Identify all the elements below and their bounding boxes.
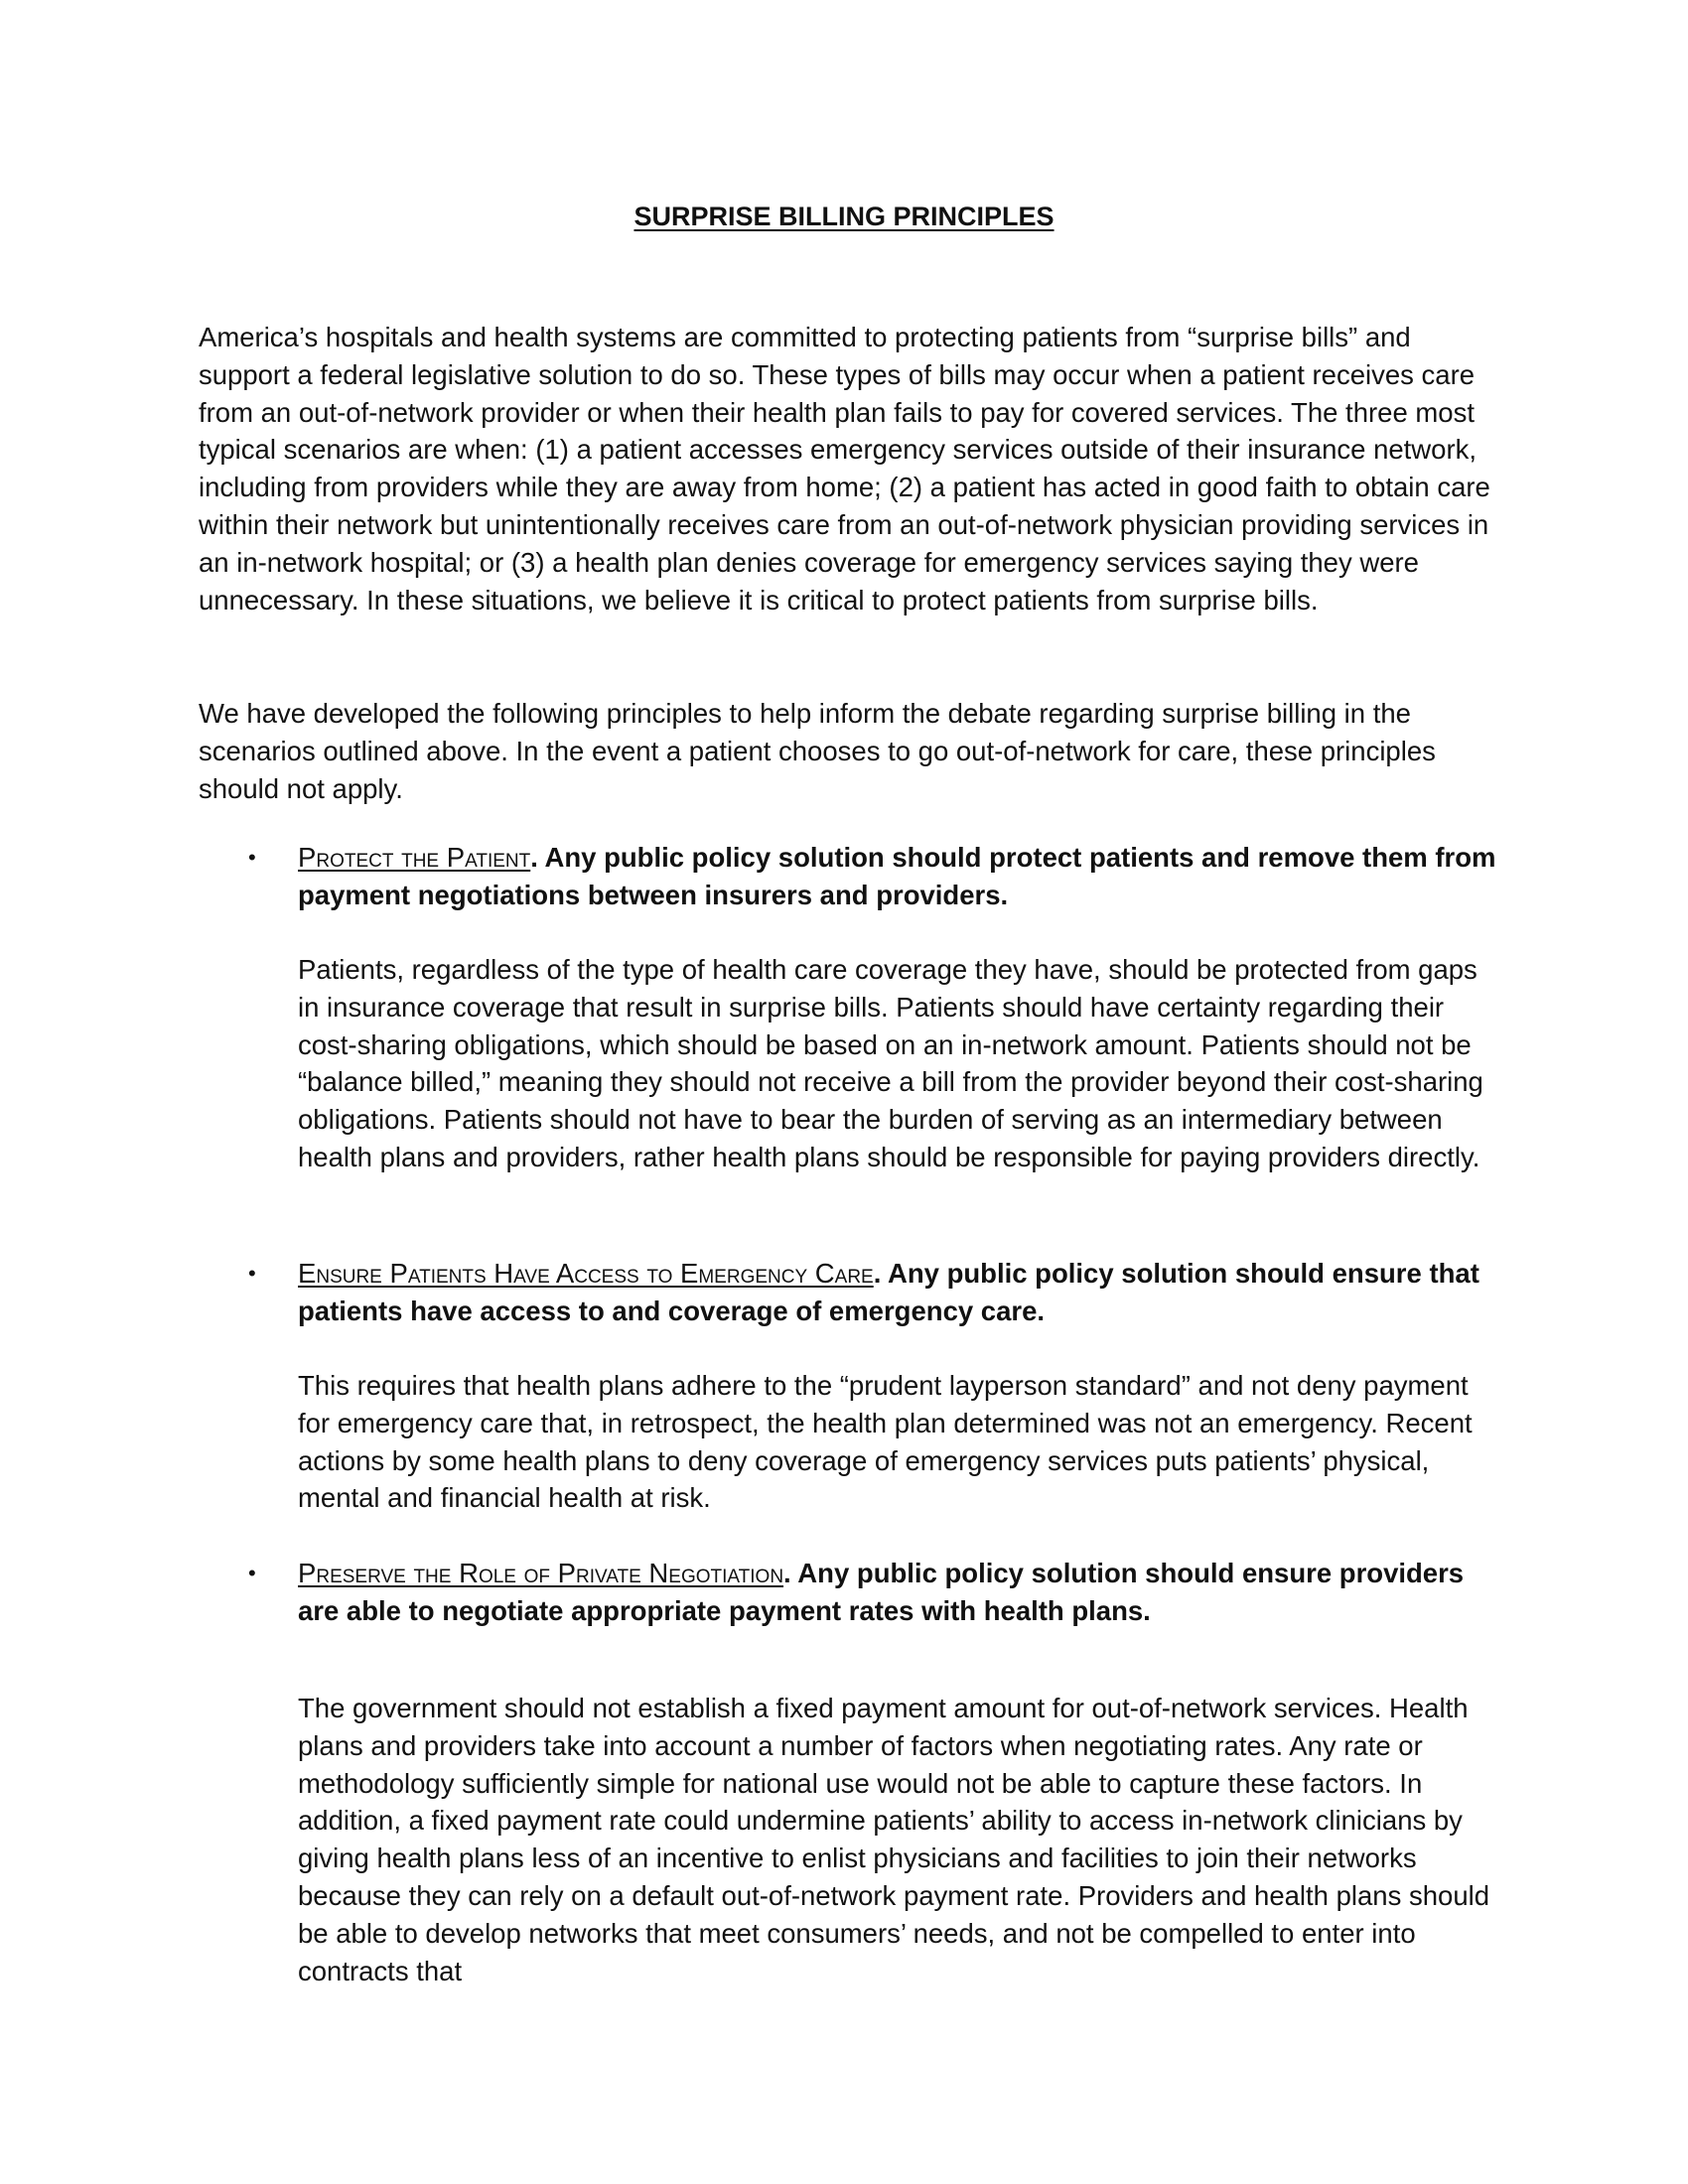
intro-paragraph: America’s hospitals and health systems are committed to protecting patients from “surprise bills” and support a federal legislative solution to do so. These types of bills may occur when a patient receives care from an out-of-network provider or when their health plan fails to pay for covered services. The three most typical scenarios are when: (1) a patient accesses emergency services outside of their insurance network, including from providers while they are away from home; (2) a patient has acted in good faith to obtain care within their network but unintentionally receives care from an out-of-network physician providing services in an in-network hospital; or (3) a health plan denies coverage for emergency services saying they were unnecessary. In these situations, we believe it is critical to protect patients from surprise bills. (199, 322, 1490, 615)
principle-statement: Any public policy solution should ensure that patients have access to and coverage of emergency care. (298, 1258, 1479, 1326)
bullet-icon: • (248, 1561, 256, 1585)
principle-body: The government should not establish a fixed payment amount for out-of-network services. Health plans and providers take into account a number of factors when negotiating rates. Any rate or methodology sufficiently simple for national use would not be able to capture these factors. In addition, a fixed payment rate could undermine patients’ ability to access in-network clinicians by giving health plans less of an incentive to enlist physicians and facilities to join their networks because they can rely on a default out-of-network payment rate. Providers and health plans should be able to develop networks that meet consumers’ needs, and not be compelled to enter into contracts that (298, 1693, 1490, 1986)
bullet-icon: • (248, 1261, 256, 1286)
principle-body: Patients, regardless of the type of health care coverage they have, should be protected from gaps in insurance coverage that result in surprise bills. Patients should have certainty regarding their cost-sharing obligations, which should be based on an in-network amount. Patients should not be “balance billed,” meaning they should not receive a bill from the provider beyond their cost-sharing obligations. Patients should not have to bear the burden of serving as an intermediary between health plans and providers, rather health plans should be responsible for paying providers directly. (298, 954, 1483, 1172)
principle-statement: Any public policy solution should ensure providers are able to negotiate appropriate payment rates with health plans. (298, 1558, 1465, 1626)
principle-heading-title: Protect the Patient (298, 842, 531, 873)
principle-heading-punct: . (783, 1558, 791, 1588)
principles-intro-paragraph: We have developed the following principles to help inform the debate regarding surprise billing in the scenarios outlined above. In the event a patient chooses to go out-of-network for care, these principles should not apply. (199, 698, 1436, 804)
principle-heading (298, 839, 1499, 914)
principle-body: This requires that health plans adhere to the “prudent layperson standard” and not deny payment for emergency care that, in retrospect, the health plan determined was not an emergency. Recent actions by some health plans to deny coverage of emergency services puts patients’ physical, mental and financial health at risk. (298, 1370, 1473, 1514)
principle-heading (298, 1255, 1499, 1330)
document-title: SURPRISE BILLING PRINCIPLES (633, 202, 1055, 231)
principle-heading-title: Preserve the Role of Private Negotiation (298, 1558, 784, 1588)
principle-heading-punct: . (530, 842, 538, 873)
principle-heading-title: Ensure Patients Have Access to Emergency Care (298, 1258, 874, 1289)
principle-heading (298, 1555, 1499, 1630)
bullet-icon: • (248, 845, 256, 870)
principle-heading-punct: . (873, 1258, 882, 1289)
principle-statement: Any public policy solution should protect patients and remove them from payment negotiations between insurers and providers. (298, 842, 1496, 910)
